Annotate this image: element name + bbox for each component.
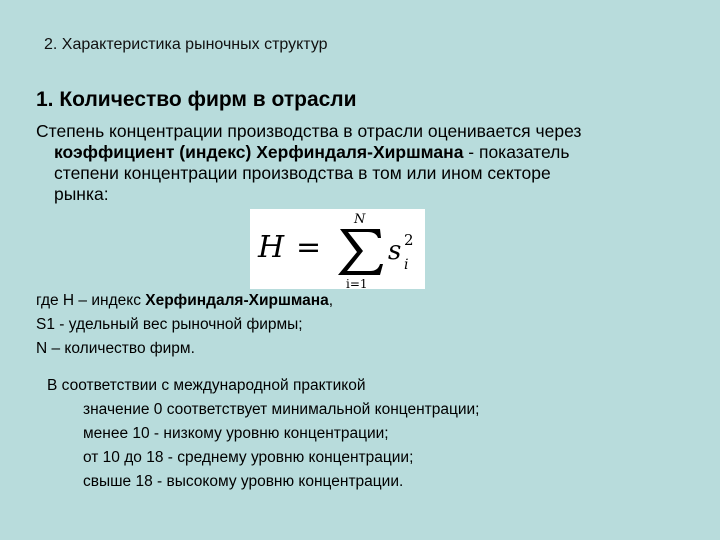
formula-subscript: i <box>404 257 409 273</box>
practice-item: свыше 18 - высокому уровню концентрации. <box>83 473 404 490</box>
definitions <box>36 289 636 361</box>
intro-line-4: рынка: <box>54 184 109 204</box>
definition-s1: S1 - удельный вес рыночной фирмы; <box>36 316 303 333</box>
sigma-symbol <box>338 229 383 275</box>
hhi-formula <box>250 209 425 289</box>
page-heading: 1. Количество фирм в отрасли <box>36 88 357 111</box>
intro-paragraph <box>36 121 696 205</box>
section-title: 2. Характеристика рыночных структур <box>44 36 328 53</box>
intro-line-2 <box>36 142 696 163</box>
definition-h-bold: Херфиндаля-Хиршмана <box>145 292 329 309</box>
formula-image <box>250 209 425 289</box>
formula-superscript: 2 <box>404 231 414 249</box>
intro-line-1: Степень концентрации производства в отрасли оценивается через <box>36 121 582 141</box>
practice-item: значение 0 соответствует минимальной концентрации; <box>83 401 480 418</box>
intro-line-2-rest: - показатель <box>463 142 570 162</box>
definition-h-prefix: где Н – индекс <box>36 292 146 309</box>
sum-lower-limit: i=1 <box>346 277 368 289</box>
definition-n: N – количество фирм. <box>36 340 195 357</box>
sum-upper-limit: N <box>354 212 366 227</box>
formula-s: s <box>388 236 402 266</box>
practice-item: менее 10 - низкому уровню концентрации; <box>83 425 389 442</box>
index-name-bold: коэффициент (индекс) Херфиндаля-Хиршмана <box>54 142 464 162</box>
formula-h: H <box>258 230 285 265</box>
practice-block <box>47 374 687 494</box>
formula-equals: = <box>296 230 322 265</box>
practice-item: от 10 до 18 - среднему уровню концентрации; <box>83 449 414 466</box>
definition-h-suffix: , <box>328 292 334 309</box>
intro-line-3: степени концентрации производства в том или ином секторе <box>54 163 551 183</box>
practice-intro: В соответствии с международной практикой <box>47 377 366 394</box>
definition-h <box>36 289 636 313</box>
